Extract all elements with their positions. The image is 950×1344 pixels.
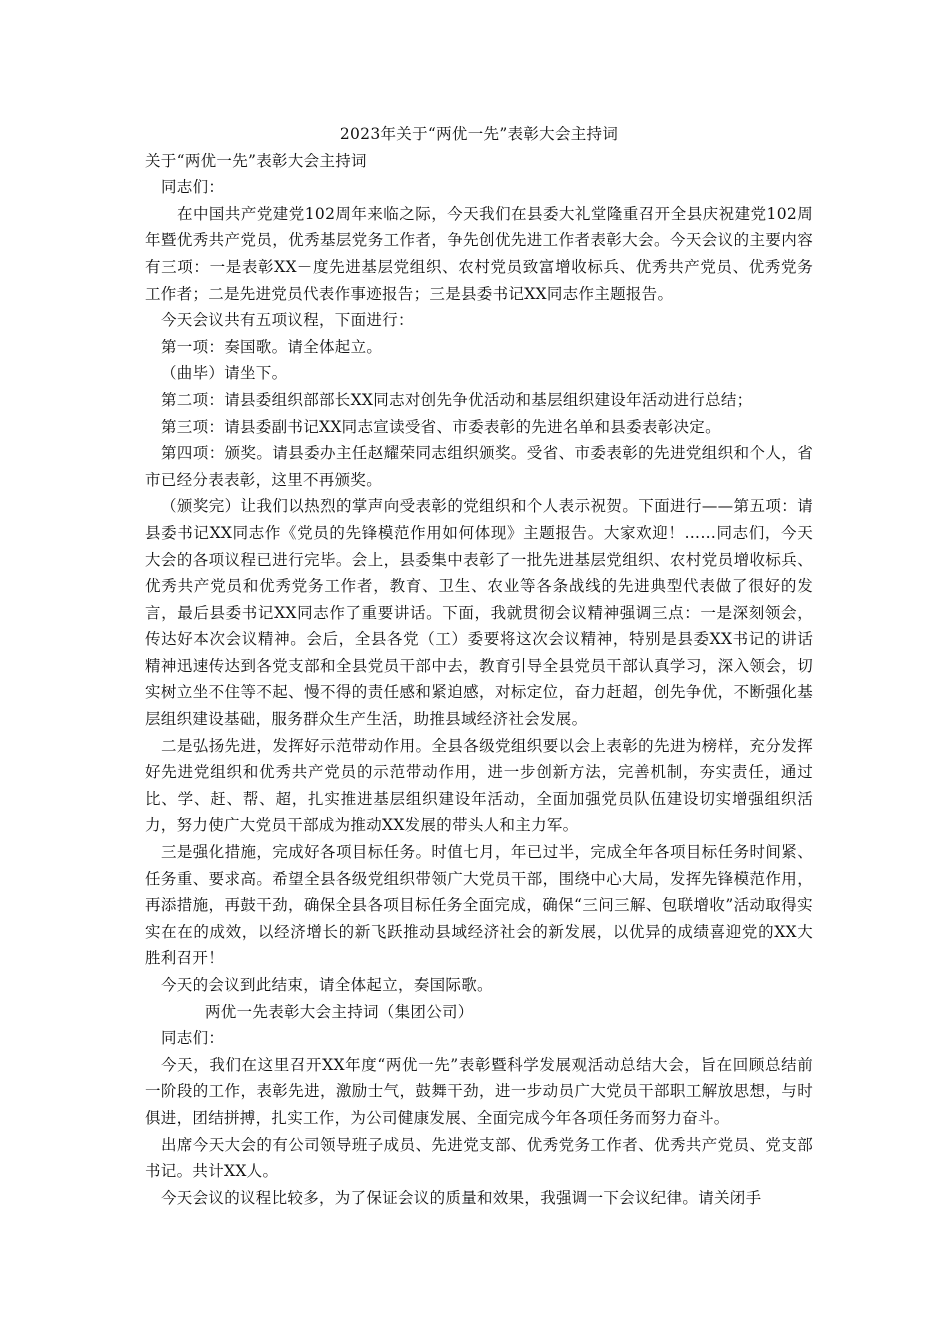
paragraph-attendees: 出席今天大会的有公司领导班子成员、先进党支部、优秀党务工作者、优秀共产党员、党支部书记。共计XX人。 xyxy=(145,1135,813,1181)
document-title: 2023年关于“两优一先”表彰大会主持词 xyxy=(339,125,619,143)
paragraph-point-three: 三是强化措施，完成好各项目标任务。时值七月，年已过半，完成全年各项目标任务时间紧、任务重、要求高。希望全县各级党组织带领广大党员干部，围绕中心大局，发挥先锋模范作用，再添措施，再鼓干劲，确保全县各项目标任务全面完成，确保“三问三解、包联增收”活动取得实实在在的成效，以经济增长的新飞跃推动县域经济社会的新发展，以优异的成绩喜迎党的XX大胜利召开！ xyxy=(145,843,813,968)
agenda-item-4: 第四项：颁奖。请县委办主任赵耀荣同志组织颁奖。受省、市委表彰的先进党组织和个人，省市已经分表表彰，这里不再颁奖。 xyxy=(145,444,813,489)
agenda-item-2: 第二项：请县委组织部部长XX同志对创先争优活动和基层组织建设年活动进行总结； xyxy=(161,390,753,409)
salutation-2: 同志们： xyxy=(161,1029,225,1048)
agenda-item-1: 第一项：奏国歌。请全体起立。 xyxy=(161,337,383,356)
paragraph-discipline: 今天会议的议程比较多，为了保证会议的质量和效果，我强调一下会议纪律。请关闭手 xyxy=(161,1188,762,1207)
paragraph-opening: 在中国共产党建党102周年来临之际，今天我们在县委大礼堂隆重召开全县庆祝建党102周年暨优秀共产党员，优秀基层党务工作者，争先创优先进工作者表彰大会。今天会议的主要内容有三项：一是表彰XX－度先进基层党组织、农村党员致富增收标兵、优秀共产党员、优秀党务工作者；二是先进党员代表作事迹报告；三是县委书记XX同志作主题报告。 xyxy=(145,204,813,303)
paragraph-meeting-end: 今天的会议到此结束，请全体起立，奏国际歌。 xyxy=(161,976,493,994)
section-heading-group: 两优一先表彰大会主持词（集团公司） xyxy=(205,1002,474,1021)
paragraph-agenda-intro: 今天会议共有五项议程，下面进行： xyxy=(161,311,414,330)
paragraph-point-two: 二是弘扬先进，发挥好示范带动作用。全县各级党组织要以会上表彰的先进为榜样，充分发挥好先进党组织和优秀共产党员的示范带动作用，进一步创新方法，完善机制，夯实责任，通过比、学、赶、帮、超，扎实推进基层组织建设年活动，全面加强党员队伍建设切实增强组织活力，努力使广大党员干部成为推动XX发展的带头人和主力军。 xyxy=(145,736,813,835)
paragraph-closing-points: （颁奖完）让我们以热烈的掌声向受表彰的党组织和个人表示祝贺。下面进行——第五项：请县委书记XX同志作《党员的先锋模范作用如何体现》主题报告。大家欢迎！……同志们，今天大会的各项议程已进行完毕。会上，县委集中表彰了一批先进基层党组织、农村党员增收标兵、优秀共产党员和优秀党务工作者，教育、卫生、农业等各条战线的先进典型代表做了很好的发言，最后县委书记XX同志作了重要讲话。下面，我就贯彻会议精神强调三点：一是深刻领会，传达好本次会议精神。会后，全县各党（工）委要将这次会议精神，特别是县委XX书记的讲话精神迅速传达到各党支部和全县党员干部中去，教育引导全县党员干部认真学习，深入领会，切实树立坐不住等不起、慢不得的责任感和紧迫感，对标定位，奋力赶超，创先争优，不断强化基层组织建设基础，服务群众生产生活，助推县域经济社会发展。 xyxy=(145,497,813,729)
agenda-item-3: 第三项：请县委副书记XX同志宣读受省、市委表彰的先进名单和县委表彰决定。 xyxy=(161,417,721,436)
document-page xyxy=(145,121,813,1211)
salutation: 同志们： xyxy=(161,178,225,197)
agenda-note-sit: （曲毕）请坐下。 xyxy=(161,364,288,383)
paragraph-group-opening: 今天，我们在这里召开XX年度“两优一先”表彰暨科学发展观活动总结大会，旨在回顾总结前一阶段的工作，表彰先进，激励士气，鼓舞干劲，进一步动员广大党员干部职工解放思想，与时俱进，团结拼搏，扎实工作，为公司健康发展、全面完成今年各项任务而努力奋斗。 xyxy=(145,1055,813,1127)
document-subtitle: 关于“两优一先”表彰大会主持词 xyxy=(145,151,367,170)
